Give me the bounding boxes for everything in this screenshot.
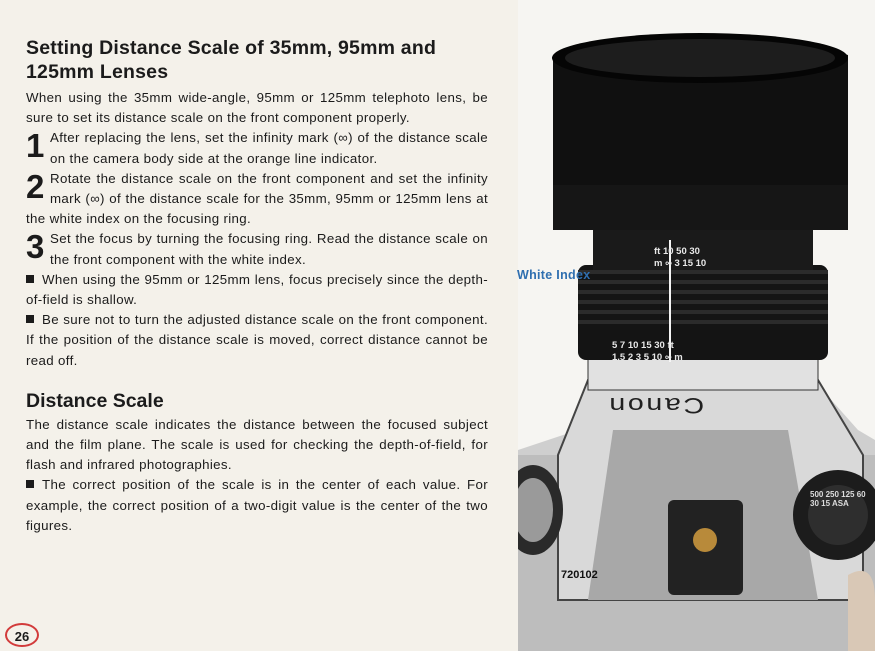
step-2 xyxy=(26,169,488,230)
section-title-line2: 125mm Lenses xyxy=(26,61,169,83)
canon-logo: Canon xyxy=(606,393,705,418)
distance-scale-paragraph: The distance scale indicates the distance between the focused subject and the film plane. The scale is used for checking the depth-of-field, for flash and infrared photographies. xyxy=(26,416,488,473)
note-text: When using the 95mm or 125mm lens, focus precisely since the depth-of-field is shallow. xyxy=(26,271,488,308)
note-text: Be sure not to turn the adjusted distance scale on the front component. If the position of the distance scale is moved, correct distance cannot be read off. xyxy=(26,312,488,368)
upper-scale-ft: ft 10 50 30 xyxy=(654,246,700,257)
shutter-dial: 500 250 125 60 30 15 ASA xyxy=(810,490,866,508)
section-title-line1: Setting Distance Scale of 35mm, 95mm and xyxy=(26,37,437,59)
note-bullet xyxy=(26,475,488,536)
white-index-label: White Index xyxy=(517,268,591,282)
intro-paragraph: When using the 35mm wide-angle, 95mm or 125mm telephoto lens, be sure to set its distance scale on the front component properly. xyxy=(26,90,488,126)
bullet-square-icon xyxy=(26,275,34,283)
note-bullet xyxy=(26,270,488,310)
note-bullet xyxy=(26,310,488,371)
step-text: Rotate the distance scale on the front component and set the infinity mark (∞) of the distance scale for the 35mm, 95mm or 125mm lens at the white index on the focusing ring. xyxy=(26,170,488,227)
text-column xyxy=(26,36,488,536)
page-number: 26 xyxy=(5,623,39,647)
camera-photo xyxy=(518,0,875,651)
distance-scale-title: Distance Scale xyxy=(26,389,164,412)
step-text: After replacing the lens, set the infinity mark (∞) of the distance scale on the camera body side at the orange line indicator. xyxy=(50,130,488,166)
step-1 xyxy=(26,128,488,168)
step-number: 2 xyxy=(26,167,45,205)
step-number: 3 xyxy=(26,228,45,266)
upper-scale-m: m ∞ 3 15 10 xyxy=(654,258,707,269)
lower-scale-ft: 5 7 10 15 30 ft xyxy=(612,340,674,351)
bullet-square-icon xyxy=(26,480,34,488)
lower-scale-m: 1.5 2 3 5 10 ∞ m xyxy=(612,352,683,363)
section-title xyxy=(26,36,488,84)
step-text: Set the focus by turning the focusing ring. Read the distance scale on the front component with the white index. xyxy=(50,231,488,267)
camera-illustration xyxy=(518,0,875,651)
bullet-square-icon xyxy=(26,315,34,323)
step-3 xyxy=(26,229,488,269)
step-number: 1 xyxy=(26,127,45,165)
note-text: The correct position of the scale is in the center of each value. For example, the correct position of a two-digit value is the center of the two figures. xyxy=(26,477,488,533)
serial-number: 720102 xyxy=(561,569,598,581)
